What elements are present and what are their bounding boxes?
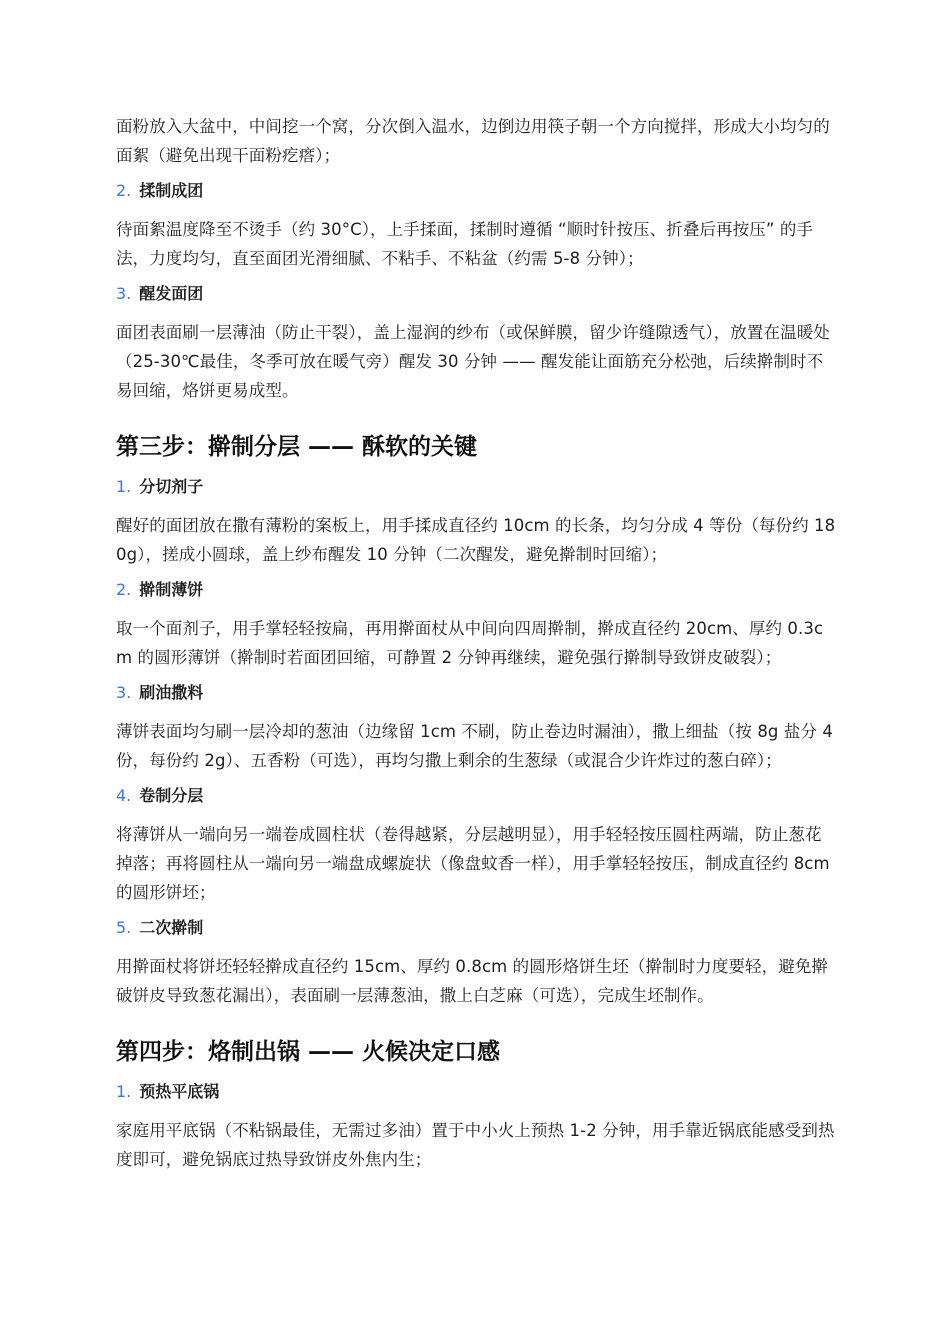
item-paragraph: 待面絮温度降至不烫手（约 30°C），上手揉面，揉制时遵循 “顺时针按压、折叠后再按压” 的手法，力度均匀，直至面团光滑细腻、不粘手、不粘盆（约需 5-8 分钟）；: [116, 220, 814, 268]
step2-item-proofing: [116, 283, 838, 405]
item-title: [116, 579, 838, 601]
item-number: 4.: [116, 786, 132, 805]
item-number: 2.: [116, 580, 132, 599]
item-number: 1.: [116, 1082, 132, 1101]
item-paragraph: 面团表面刷一层薄油（防止干裂），盖上湿润的纱布（或保鲜膜，留少许缝隙透气），放置在温暖处（25-30℃最佳，冬季可放在暖气旁）醒发 30 分钟 —— 醒发能让面筋充分松弛，后续擀制时不易回缩，烙饼更易成型。: [116, 323, 830, 400]
step3-item-1: [116, 476, 838, 569]
step3-item-5: [116, 917, 838, 1010]
item-title: [116, 283, 838, 305]
item-title: [116, 917, 838, 939]
item-title-text: 分切剂子: [139, 477, 204, 496]
section-heading-step4: 第四步：烙制出锅 —— 火候决定口感: [116, 1039, 501, 1065]
step4-item-1: [116, 1081, 838, 1174]
item-title-text: 擀制薄饼: [139, 580, 204, 599]
item-title: [116, 476, 838, 498]
item-number: 3.: [116, 683, 132, 702]
item-title-text: 卷制分层: [139, 786, 204, 805]
item-paragraph: 用擀面杖将饼坯轻轻擀成直径约 15cm、厚约 0.8cm 的圆形烙饼生坯（擀制时力度要轻，避免擀破饼皮导致葱花漏出），表面刷一层薄葱油，撒上白芝麻（可选），完成生坯制作。: [116, 957, 829, 1005]
item-title: [116, 1081, 838, 1103]
item-title-text: 刷油撒料: [139, 683, 204, 702]
item-paragraph: 醒好的面团放在撒有薄粉的案板上，用手揉成直径约 10cm 的长条，均匀分成 4 等份（每份约 180g），搓成小圆球，盖上纱布醒发 10 分钟（二次醒发，避免擀制时回缩）；: [116, 516, 836, 564]
item-title-text: 二次擀制: [139, 918, 204, 937]
step2-item-kneading: [116, 180, 838, 273]
step3-item-3: [116, 682, 838, 775]
item-title-text: 揉制成团: [139, 181, 204, 200]
item-number: 2.: [116, 181, 132, 200]
intro-paragraph: 面粉放入大盆中，中间挖一个窝，分次倒入温水，边倒边用筷子朝一个方向搅拌，形成大小均匀的面絮（避免出现干面粉疙瘩）；: [116, 117, 830, 165]
item-title: [116, 180, 838, 202]
item-number: 3.: [116, 284, 132, 303]
step3-item-2: [116, 579, 838, 672]
item-paragraph: 将薄饼从一端向另一端卷成圆柱状（卷得越紧，分层越明显），用手轻轻按压圆柱两端，防止葱花掉落；再将圆柱从一端向另一端盘成螺旋状（像盘蚊香一样），用手掌轻轻按压，制成直径约 8cm 的圆形饼坯；: [116, 825, 830, 902]
item-number: 1.: [116, 477, 132, 496]
item-paragraph: 取一个面剂子，用手掌轻轻按扁，再用擀面杖从中间向四周擀制，擀成直径约 20cm、厚约 0.3cm 的圆形薄饼（擀制时若面团回缩，可静置 2 分钟再继续，避免强行擀制导致饼皮破裂）；: [116, 619, 824, 667]
document-page: [116, 112, 838, 1174]
item-title: [116, 682, 838, 704]
item-number: 5.: [116, 918, 132, 937]
item-paragraph: 薄饼表面均匀刷一层冷却的葱油（边缘留 1cm 不刷，防止卷边时漏油），撒上细盐（按 8g 盐分 4 份，每份约 2g）、五香粉（可选），再均匀撒上剩余的生葱绿（或混合少许炸过的葱白碎）；: [116, 722, 833, 770]
item-title-text: 醒发面团: [139, 284, 204, 303]
section-heading-step3: 第三步：擀制分层 —— 酥软的关键: [116, 434, 478, 460]
step3-item-4: [116, 785, 838, 907]
item-title: [116, 785, 838, 807]
item-title-text: 预热平底锅: [139, 1082, 220, 1101]
item-paragraph: 家庭用平底锅（不粘锅最佳，无需过多油）置于中小火上预热 1-2 分钟，用手靠近锅底能感受到热度即可，避免锅底过热导致饼皮外焦内生；: [116, 1121, 835, 1169]
